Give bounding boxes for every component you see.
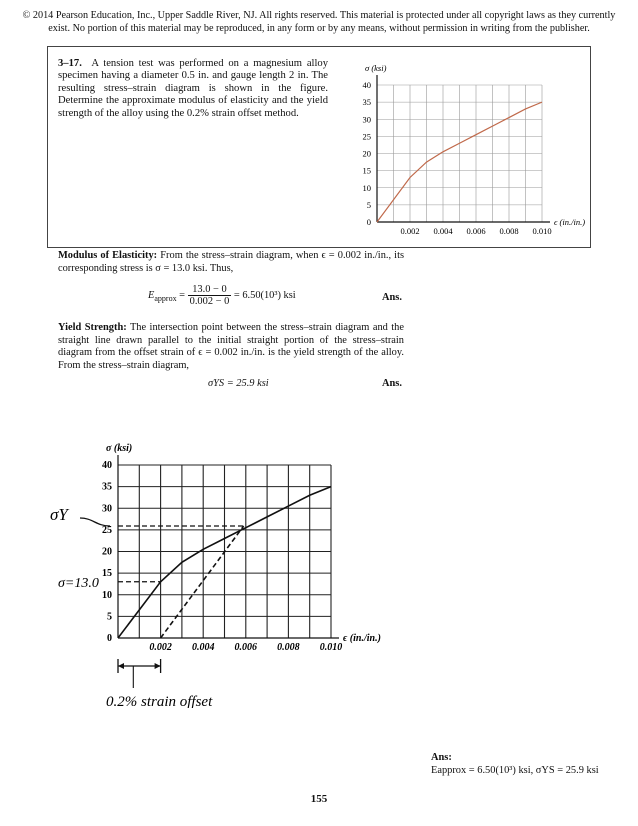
yield-ans: Ans. bbox=[382, 378, 402, 389]
y-tick-label: 30 bbox=[102, 503, 112, 515]
offset-line bbox=[161, 526, 244, 638]
y-tick-label: 15 bbox=[362, 165, 371, 176]
copyright-notice: © 2014 Pearson Education, Inc., Upper Saddle River, NJ. All rights reserved. This material is protected under all copyright laws as they currently exist. No portion of this material may be reproduced, in any form or by any means, without permission in writing from the publisher. bbox=[22, 10, 616, 34]
sigma-value-annotation: σ=13.0 bbox=[58, 575, 99, 591]
x-tick-label: 0.002 bbox=[149, 642, 172, 653]
modulus-lhs: E bbox=[148, 289, 155, 301]
y-tick-label: 35 bbox=[362, 97, 371, 108]
modulus-heading: Modulus of Elasticity: bbox=[58, 250, 158, 261]
y-tick-label: 15 bbox=[102, 568, 112, 580]
modulus-ans: Ans. bbox=[382, 292, 402, 303]
x-tick-label: 0.006 bbox=[466, 226, 486, 236]
y-tick-label: 25 bbox=[362, 131, 371, 142]
stress-strain-chart bbox=[345, 55, 595, 245]
x-tick-label: 0.008 bbox=[499, 226, 519, 236]
yield-equation: σYS = 25.9 ksi bbox=[208, 378, 269, 389]
x-tick-label: 0.002 bbox=[400, 226, 420, 236]
annotated-stress-strain-chart bbox=[48, 418, 408, 708]
y-tick-label: 20 bbox=[102, 546, 112, 558]
y-axis-label: σ (ksi) bbox=[365, 63, 387, 73]
yield-heading: Yield Strength: bbox=[58, 322, 127, 333]
y-tick-label: 40 bbox=[362, 80, 371, 90]
y-tick-label: 30 bbox=[362, 114, 371, 125]
y-tick-label: 5 bbox=[366, 199, 371, 210]
y-tick-label: 40 bbox=[102, 460, 112, 471]
x-tick-label: 0.010 bbox=[532, 226, 552, 236]
y-tick-label: 5 bbox=[107, 611, 112, 623]
modulus-fraction bbox=[188, 284, 232, 307]
origin-label: 0 bbox=[107, 633, 112, 644]
page-number: 155 bbox=[310, 793, 328, 805]
modulus-result: = 6.50(10³) ksi bbox=[233, 289, 296, 301]
x-tick-label: 0.004 bbox=[191, 642, 215, 653]
x-tick-label: 0.010 bbox=[319, 642, 343, 653]
x-tick-label: 0.004 bbox=[433, 226, 453, 236]
y-tick-label: 10 bbox=[362, 182, 371, 193]
answer-label: Ans: bbox=[431, 752, 452, 763]
y-tick-label: 10 bbox=[102, 589, 112, 601]
y-tick-label: 35 bbox=[102, 481, 112, 493]
origin-label: 0 bbox=[366, 217, 371, 227]
problem-statement bbox=[58, 58, 328, 120]
answer-line: Eapprox = 6.50(10³) ksi, σYS = 25.9 ksi bbox=[431, 765, 599, 776]
modulus-numerator: 13.0 − 0 bbox=[188, 284, 232, 296]
y-tick-label: 20 bbox=[362, 148, 371, 159]
offset-arrow-right bbox=[155, 663, 161, 669]
x-axis-label: ϵ (in./in.) bbox=[554, 217, 586, 227]
y-axis-label: σ (ksi) bbox=[106, 443, 133, 454]
modulus-equation: $E_{approx}$ = $\frac{13.0 - 0}{0.002 - 0}$ = 6.50(10³) ksi bbox=[148, 284, 296, 307]
modulus-denominator: 0.002 − 0 bbox=[189, 296, 230, 307]
x-axis-label: ϵ (in./in.) bbox=[343, 633, 381, 644]
problem-text: A tension test was performed on a magnesium alloy specimen having a diameter 0.5 in. and gauge length 2 in. The resulting stress–strain diagram is shown in the figure. Determine the approximate modulus of elasticity and the yield strength of the alloy using the 0.2% strain offset method. bbox=[58, 58, 329, 119]
sigma-y-annotation: σY bbox=[50, 504, 68, 524]
modulus-paragraph bbox=[58, 250, 404, 275]
x-tick-label: 0.008 bbox=[277, 642, 300, 653]
offset-arrow-left bbox=[118, 663, 124, 669]
yield-text: The intersection point between the stress–strain diagram and the straight line drawn parallel to the initial straight portion of the stress–strain diagram from the offset strain of ϵ = 0.002 in./in. is the yield strength of the alloy. From the stress–strain diagram, bbox=[58, 322, 404, 371]
x-tick-label: 0.006 bbox=[234, 642, 258, 653]
modulus-text: From the stress–strain diagram, when ϵ = 0.002 in./in., its corresponding stress is σ = 13.0 ksi. Thus, bbox=[58, 250, 405, 274]
y-tick-label: 25 bbox=[102, 524, 112, 536]
yield-paragraph bbox=[58, 322, 404, 372]
modulus-lhs-sub: approx bbox=[154, 293, 177, 303]
problem-number: 3–17. bbox=[58, 58, 82, 69]
offset-annotation: 0.2% strain offset bbox=[106, 694, 213, 708]
